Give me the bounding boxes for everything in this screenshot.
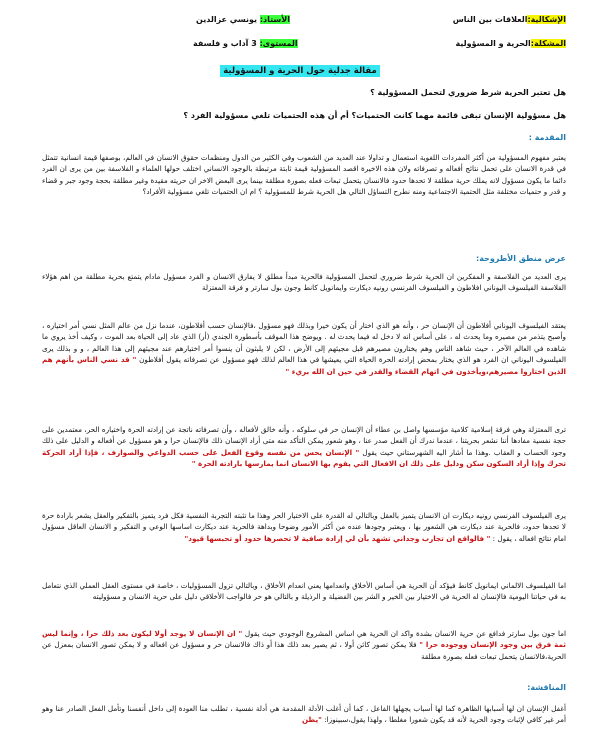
question-1: هل تعتبر الحرية شرط ضروري لتحمل المسؤولية ؟ xyxy=(370,88,566,97)
question-2: هل مسؤولية الإنسان تبقى قائمة مهما كانت الحتميات؟ أم أن هذه الحتميات تلغي مسؤولية الفرد ؟ xyxy=(183,111,566,120)
sartre-text-2: فلا يمكن تصور كائن أولا ، ثم يصير بعد ذلك هذا أو ذاك فالانسان حر و مسؤول عن افعاله و لا يمكن تصور الانسان بمعزل عن الحرية،فالانسان يتحمل تبعات فعله بصورة مطلقة xyxy=(42,640,566,661)
intro-heading: المقدمة : xyxy=(528,133,566,142)
sartre-paragraph xyxy=(42,628,566,662)
problem-value: الحرية و المسؤولية xyxy=(455,39,531,48)
level-field xyxy=(193,38,298,50)
discussion-text: أغفل الإنسان ان لها أسبابها الظاهرة كما لها أسباب يجهلها الفاعل ، كما أن أغلب الأدلة المقدمة هي أدلة نفسية ، تطلب منا العودة إلى داخل أنفسنا وتأمل الفعل الصادر عنا وهو أمر غير كافي لإثبات وجود الحرية لأنه قد يكون شعورا مغلطا ، ولهذا يقول،سبينوزا: xyxy=(42,704,566,725)
descartes-paragraph xyxy=(42,510,566,544)
thesis-heading: عرض منطق الأطروحة: xyxy=(476,254,566,263)
shahrastani-quote: " الإنسان يحس من نفسه وقوع الفعل على حسب الدواعي والصوارف ، فإذا أراد الحركة تحرك وإذا أراد السكون سكن ودليل على ذلك ان الافعال التي يقوم بها الانسان انما يمارسها بارادته الحرة " xyxy=(42,447,566,469)
plato-paragraph xyxy=(42,320,566,377)
descartes-quote: " فالواقع ان تجارب وجداني تشهد بأن لي إرادة صافية لا تحصرها حدود أو تحبسها قيود" xyxy=(184,533,491,543)
spinoza-quote-start: "يظن xyxy=(301,715,322,725)
essay-title-text: مقالة جدلية حول الحرية و المسؤولية xyxy=(220,65,379,77)
descartes-text: يرى الفيلسوف الفرنسي رونيه ديكارت ان الانسان يتميز بالعقل وبالتالي له القدرة على الاختيار الحر وهذا ما تثبته التجربة النفسية فكل فرد يتميز بالتفكير والعقل يشعر بارادة حرة لا تحدها حدود، فالحرية عند ديكارت هي الشعور بها ، ويعتبر وجودها عنده من أكثر الأمور وضوحا وبداهة فالحرية عند ديكارت اساسها الوعي و التفكير و الانسان العاقل مسؤول امام نتائج افعاله ، يقول : xyxy=(42,511,566,543)
mutazila-paragraph xyxy=(42,424,566,470)
mutazila-text: ترى المعتزلة وهي فرقة إسلامية كلامية مؤسسها واصل بن عطاء أن الإنسان حر في سلوكه ، وأنه خالق لأفعاله ، وأن تصرفاته ناتجة عن إرادته الحرة واختياره الحر، معتمدين على حجة نفسية مفادها أننا نشعر بحريتنا ، عندما ندرك أن الفعل صدر عنا ، وهو شعور يمكن التأكد منه متى أراد الإنسان ذلك فالإنسان حرا و هو مسؤول عن أفعاله و الدليل على ذلك وجود الحساب و العقاب .وهذا ما أشار اليه الشهرستاني حيث يقول xyxy=(42,425,566,457)
plato-quote: " قد نسي الناس بأنهم هم الذين اختاروا مصيرهم،ويأخذون في اتهام القضاء والقدر في حين ان الله بريء " xyxy=(42,355,566,376)
teacher-label: الأستاذ: xyxy=(259,15,290,24)
essay-title xyxy=(0,66,600,77)
discussion-heading: المناقشة: xyxy=(527,683,566,692)
level-value: 3 آداب و فلسفة xyxy=(193,39,257,48)
plato-text: يعتقد الفيلسوف اليوناني أفلاطون أن الإنسان حر ، وأنه هو الذي اختار أن يكون خيرا وبذلك فهو مسؤول ،فالإنسان حسب أفلاطون، عندما نزل من عالم المثل نسي أمر اختياره ، وأصبح يتذمر من مصيره وما يحدث له ، على أساس انه لا دخل له فيما يحدث له . ويوضح هذا الموقف بأسطورة الجندي (أر) الذي عاد إلى الحياة بعد الموت ، وكيف أخذ يروي ما شاهده في العالم الآخر ، حيث شاهد الناس وهم يختارون مصيرهم قبل مجيئهم إلى الأرض ، لكن لا يلبثون أن ينسوا أمر اختيارهم عند مجيئهم إلى هذا العالم ، و و بذلك يرى الفيلسوف اليوناني ان الفرد هو الذي يختار بمحض إرادته الحرة الحياة التي يعيشها في هذا العالم لذلك فهو مسؤول عن تصرفاته يقول أفلاطون xyxy=(42,321,566,365)
problematic-value: العلاقات بين الناس xyxy=(452,15,528,24)
problematic-label: الإشكالية: xyxy=(527,15,566,24)
level-label: المستوى: xyxy=(259,39,298,48)
problematic-field xyxy=(453,14,566,26)
problem-field xyxy=(456,38,566,50)
discussion-paragraph xyxy=(42,703,566,726)
sartre-text: اما جون بول سارتر فدافع عن حرية الانسان بشدة واكد ان الحرية هي اساس المشروع الوجودي حيث يقول xyxy=(244,629,566,638)
kant-paragraph: اما الفيلسوف الالماني ايمانويل كانط فيؤكد أن الحرية هي أساس الأخلاق وانعدامها يعني انعدام الأخلاق ، وبالتالي تزول المسؤوليات ، خاصة في مستوى العقل العملي الذي نتعامل به في حياتنا اليومية فالإنسان له الحرية في الاختيار بين الخير و الشر بين الفضيلة و الرذيلة و بالتالي هو حر فالواجب الأخلاقي دليل على حرية الانسان و مسؤوليته xyxy=(42,581,566,602)
sartre-quote: " ان الإنسان لا يوجد أولا ليكون بعد ذلك حرا ، وإنما ليس ثمة فرق بين وجود الإنسان ووجوده حرا " xyxy=(42,629,566,650)
thesis-paragraph-1: يرى العديد من الفلاسفة و المفكرين ان الحرية شرط ضروري لتحمل المسؤولية فالحرية مبدأ مطلق لا يفارق الانسان و الفرد مسؤول مادام يتمتع بحرية مطلقة من اهم هؤلاء الفلاسفة الفيلسوف اليوناني افلاطون و الفيلسوف الفرنسي رونيه ديكارت وايمانويل كانط وجون بول سارتر و فرقة المعتزلة xyxy=(42,272,566,293)
intro-paragraph: يعتبر مفهوم المسؤولية من أكثر المفردات اللغوية استعمال و تداولا عند العديد من الشعوب وفي الكثير من الدول ومنظمات حقوق الانسان في العالم، بوصفها قيمة انسانية تتمثل في قدرة الانسان على تحمل نتائج أفعاله و تصرفاته ولان هذه الاخيرة اقصد المسؤولية قيمة ثابتة مرتبطة بالوجود الانساني اختلف حولها العلماء و الفلاسفة بين من يرى ان الفرد دائما ما يكون مسؤول لانه يملك حرية مطلقة لا تحدها حدود فالانسان يتحمل تبعات فعله بصورة مطلقة بينما يرى البعض الاخر ان حريته مقيدة وغير مطلقة بحجة وجود جبر و قضاء و قدر و حتميات مختلفة مثل الحتمية الاجتماعية ومنه نطرح التساؤل التالي هل الحرية شرط للمسؤولية ؟ ام ان الحتميات تلغي مسؤولية الأفراد؟ xyxy=(42,153,566,197)
problem-label: المشكلة: xyxy=(530,39,566,48)
teacher-field xyxy=(196,14,290,26)
teacher-value: يونسي عزالدين xyxy=(196,15,258,24)
